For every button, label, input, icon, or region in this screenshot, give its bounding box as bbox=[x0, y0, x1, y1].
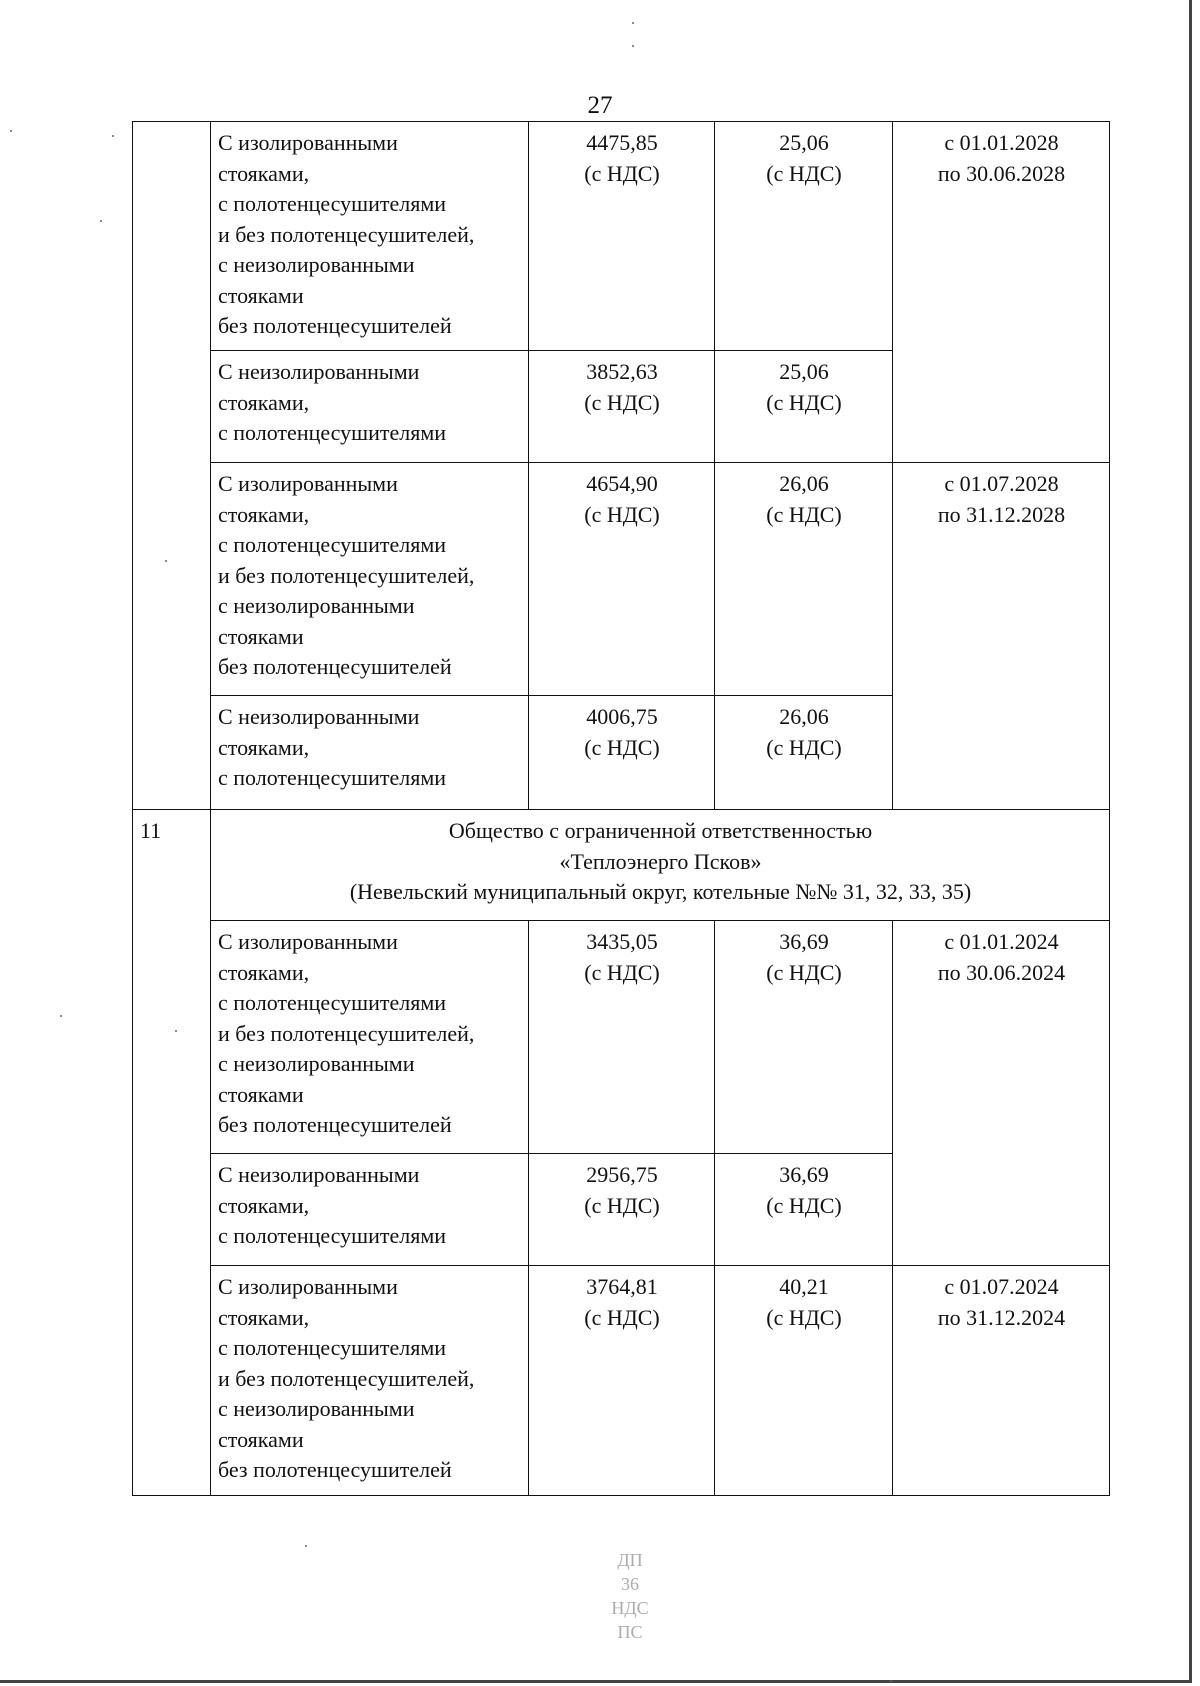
table-row bbox=[133, 921, 1110, 1154]
scan-speck bbox=[890, 1680, 892, 1682]
row-number-cell: 11 bbox=[133, 810, 211, 1496]
scan-speck bbox=[10, 130, 12, 132]
value2-cell: 36,69 (с НДС) bbox=[715, 1154, 893, 1266]
value1-cell: 4006,75 (с НДС) bbox=[529, 696, 715, 810]
period-cell: с 01.01.2028 по 30.06.2028 bbox=[893, 122, 1110, 463]
scan-speck bbox=[100, 220, 102, 222]
row-number-cell bbox=[133, 122, 211, 810]
table-row bbox=[133, 122, 1110, 351]
description-cell: С неизолированными стояками, с полотенцесушителями bbox=[211, 1154, 529, 1266]
organization-location: (Невельский муниципальный округ, котельные №№ 31, 32, 33, 35) bbox=[349, 879, 972, 904]
table-row bbox=[133, 1266, 1110, 1496]
period-cell: с 01.07.2024 по 31.12.2024 bbox=[893, 1266, 1110, 1496]
description-cell: С неизолированными стояками, с полотенцесушителями bbox=[211, 696, 529, 810]
scan-speck bbox=[305, 1545, 307, 1547]
value2-cell: 26,06 (с НДС) bbox=[715, 463, 893, 696]
page-number: 27 bbox=[587, 92, 613, 119]
description-cell: С изолированными стояками, с полотенцесушителями и без полотенцесушителей, с неизолированными стояками без полотенцесушителей bbox=[211, 1266, 529, 1496]
value1-cell: 4654,90 (с НДС) bbox=[529, 463, 715, 696]
value1-cell: 3764,81 (с НДС) bbox=[529, 1266, 715, 1496]
scan-speck bbox=[60, 1015, 62, 1017]
scan-speck bbox=[165, 560, 167, 562]
organization-brand: «Теплоэнерго Псков» bbox=[559, 848, 762, 874]
value2-cell: 26,06 (с НДС) bbox=[715, 696, 893, 810]
tariff-table bbox=[132, 121, 1110, 1496]
value2-cell: 25,06 (с НДС) bbox=[715, 122, 893, 351]
value2-cell: 25,06 (с НДС) bbox=[715, 351, 893, 463]
description-cell: С неизолированными стояками, с полотенцесушителями bbox=[211, 351, 529, 463]
value1-cell: 4475,85 (с НДС) bbox=[529, 122, 715, 351]
value2-cell: 36,69 (с НДС) bbox=[715, 921, 893, 1154]
description-cell: С изолированными стояками, с полотенцесушителями и без полотенцесушителей, с неизолированными стояками без полотенцесушителей bbox=[211, 921, 529, 1154]
scan-speck bbox=[175, 1030, 177, 1032]
description-cell: С изолированными стояками, с полотенцесушителями и без полотенцесушителей, с неизолированными стояками без полотенцесушителей bbox=[211, 122, 529, 351]
period-cell: с 01.07.2028 по 31.12.2028 bbox=[893, 463, 1110, 810]
organization-row bbox=[133, 810, 1110, 921]
value1-cell: 3852,63 (с НДС) bbox=[529, 351, 715, 463]
organization-header bbox=[211, 810, 1110, 921]
organization-name: Общество с ограниченной ответственностью bbox=[448, 818, 873, 843]
description-cell: С изолированными стояками, с полотенцесушителями и без полотенцесушителей, с неизолированными стояками без полотенцесушителей bbox=[211, 463, 529, 696]
value1-cell: 2956,75 (с НДС) bbox=[529, 1154, 715, 1266]
scan-speck bbox=[112, 135, 114, 137]
scan-speck bbox=[632, 45, 634, 47]
value2-cell: 40,21 (с НДС) bbox=[715, 1266, 893, 1496]
faint-stamp-marks: ДП 36 НДС ПС bbox=[611, 1550, 649, 1642]
period-cell: с 01.01.2024 по 30.06.2024 bbox=[893, 921, 1110, 1266]
table-row bbox=[133, 463, 1110, 696]
value1-cell: 3435,05 (с НДС) bbox=[529, 921, 715, 1154]
scan-speck bbox=[632, 22, 634, 24]
